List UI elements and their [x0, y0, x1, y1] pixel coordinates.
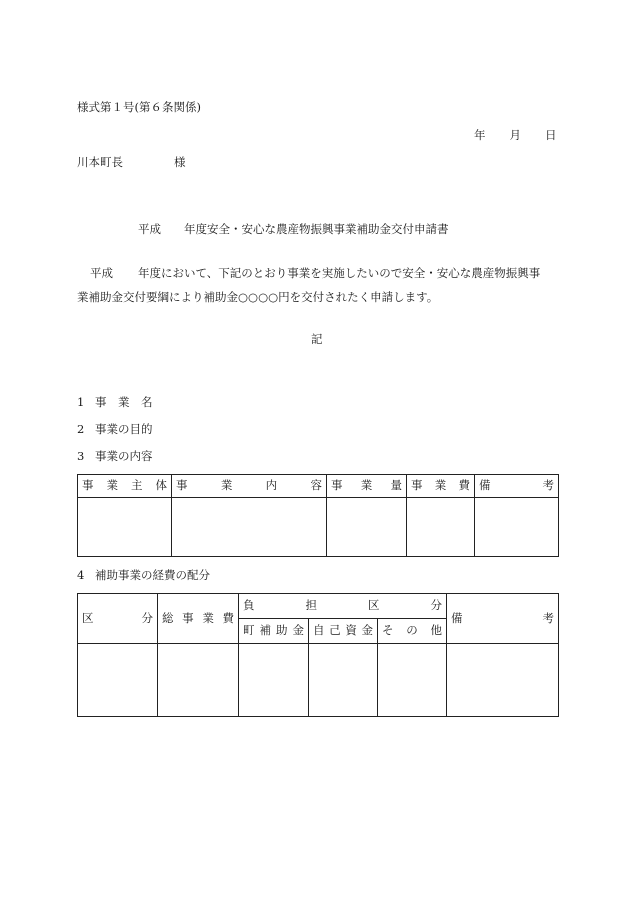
content-cell[interactable] [172, 498, 327, 557]
header-remarks: 備考 [447, 594, 559, 644]
date-month: 月 [509, 128, 521, 142]
header-business-content: 事業内容 [172, 475, 327, 498]
addressee: 川本町長 [77, 155, 123, 169]
honorific: 様 [174, 155, 186, 169]
own-funds-cell[interactable] [309, 644, 378, 717]
header-business-entity: 事業主体 [78, 475, 172, 498]
item-3-number: 3 [77, 449, 85, 463]
body-era: 平成 [90, 266, 113, 280]
other-cell[interactable] [378, 644, 447, 717]
header-business-cost: 事業費 [407, 475, 475, 498]
item-1-number: 1 [77, 395, 85, 409]
header-other: その他 [378, 619, 447, 644]
kubun-cell[interactable] [78, 644, 158, 717]
table-row [78, 498, 559, 557]
date-day: 日 [545, 128, 557, 142]
header-own-funds: 自己資金 [309, 619, 378, 644]
quantity-cell[interactable] [327, 498, 407, 557]
body-line-2: 業補助金交付要綱により補助金○○○○円を交付されたく申請します。 [77, 290, 439, 304]
table-header-row [78, 475, 559, 498]
item-1-label: 事 業 名 [95, 395, 153, 409]
ki-heading: 記 [311, 332, 323, 346]
form-number: 様式第１号(第６条関係) [77, 100, 201, 114]
table-header-row [78, 594, 559, 619]
remarks-cell[interactable] [475, 498, 559, 557]
entity-cell[interactable] [78, 498, 172, 557]
header-town-subsidy: 町補助金 [239, 619, 309, 644]
title-era: 平成 [138, 222, 161, 236]
item-4-number: 4 [77, 568, 85, 582]
total-cost-cell[interactable] [158, 644, 239, 717]
table-row [78, 644, 559, 717]
date-year: 年 [474, 128, 486, 142]
expense-allocation-table [77, 593, 559, 717]
remarks-cell[interactable] [447, 644, 559, 717]
business-content-table [77, 474, 559, 557]
cost-cell[interactable] [407, 498, 475, 557]
item-2-label: 事業の目的 [95, 422, 153, 436]
item-4-label: 補助事業の経費の配分 [95, 568, 210, 582]
item-2-number: 2 [77, 422, 85, 436]
header-burden-division: 負担区分 [239, 594, 447, 619]
header-total-cost: 総事業費 [158, 594, 239, 644]
header-kubun: 区分 [78, 594, 158, 644]
header-business-quantity: 事業量 [327, 475, 407, 498]
town-subsidy-cell[interactable] [239, 644, 309, 717]
item-3-label: 事業の内容 [95, 449, 153, 463]
header-remarks: 備考 [475, 475, 559, 498]
body-line-1: 年度において、下記のとおり事業を実施したいので安全・安心な農産物振興事 [138, 266, 541, 280]
date-line [474, 130, 557, 142]
document-title: 年度安全・安心な農産物振興事業補助金交付申請書 [184, 222, 449, 236]
